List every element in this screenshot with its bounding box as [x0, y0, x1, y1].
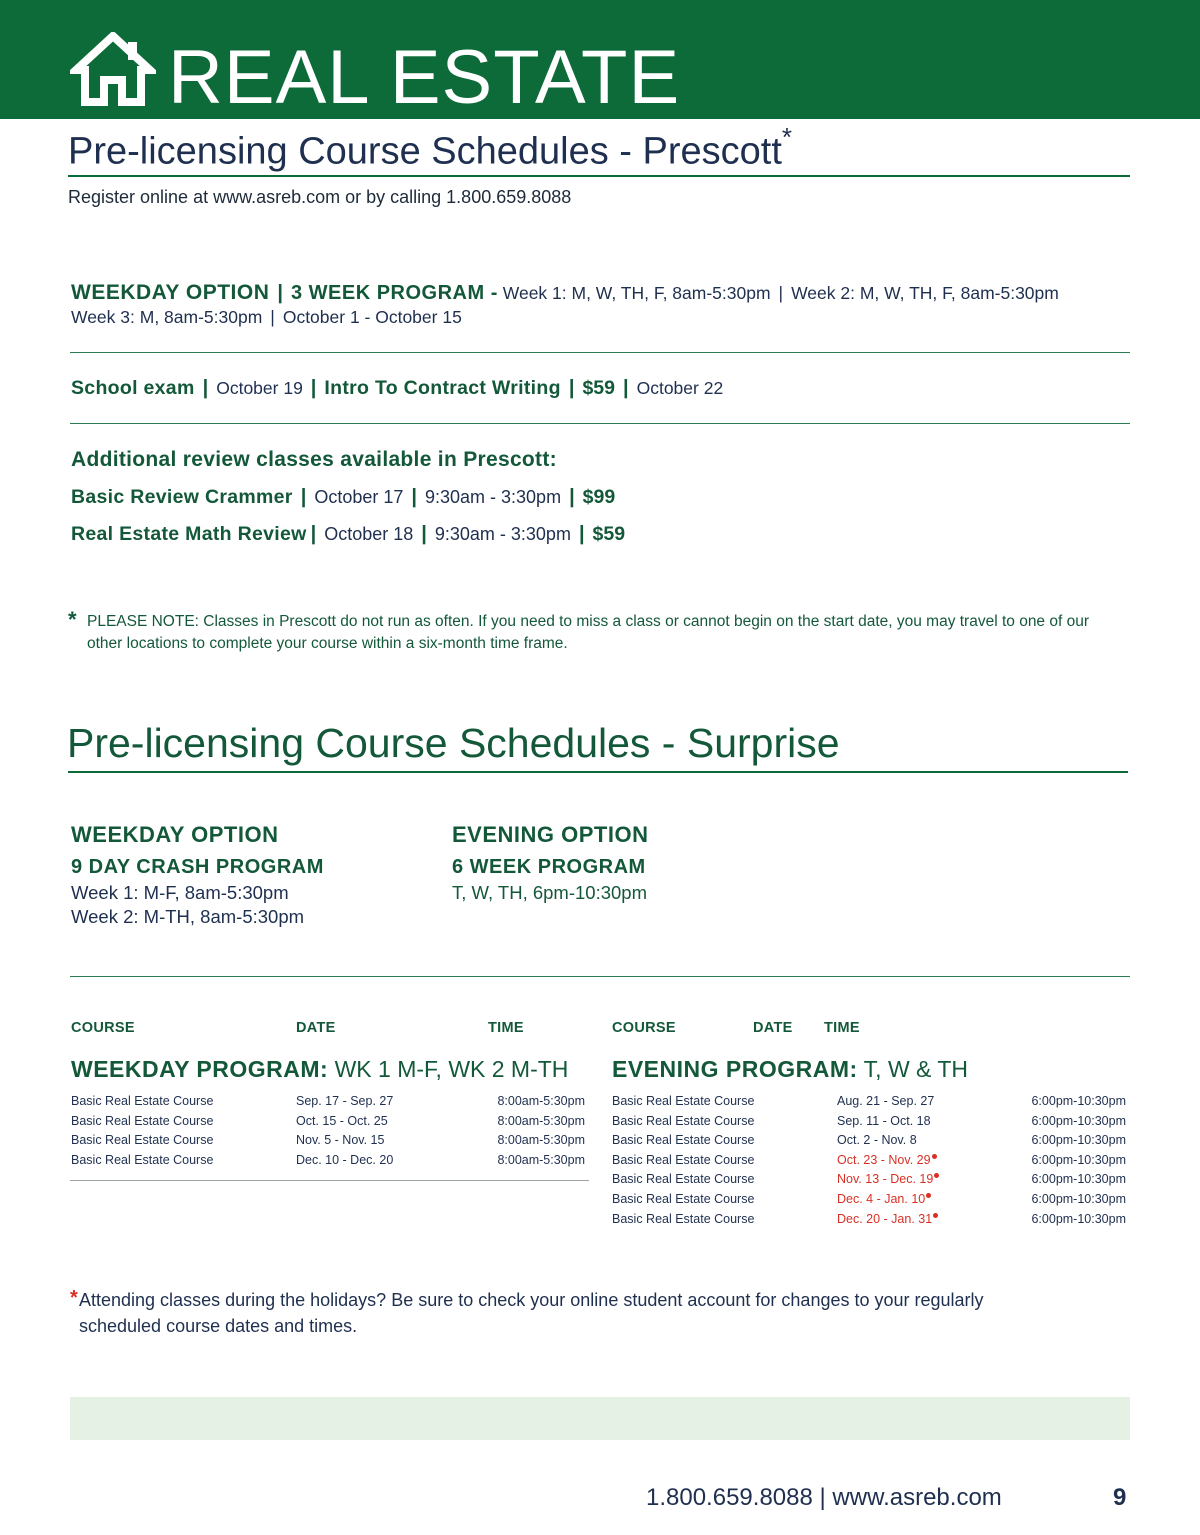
weekday-program-title: [71, 1056, 568, 1083]
house-icon: [70, 32, 156, 106]
crammer-label: Basic Review Crammer: [71, 486, 293, 508]
table-row: [612, 1192, 1128, 1212]
cell-date: Sep. 17 - Sep. 27: [296, 1094, 394, 1108]
cell-course: Basic Real Estate Course: [612, 1152, 755, 1167]
additional-review-heading: Additional review classes available in Prescott:: [71, 448, 557, 471]
math-date: October 18: [324, 524, 414, 544]
holiday-dot-icon: [932, 1154, 937, 1159]
divider: [70, 352, 1130, 353]
evening-col-date: DATE: [753, 1020, 793, 1036]
register-text: Register online at www.asreb.com or by calling 1.800.659.8088: [68, 187, 572, 207]
asterisk-icon: *: [70, 1287, 78, 1309]
prescott-dates: October 1 - October 15: [282, 307, 462, 327]
decorative-band: [70, 1397, 1130, 1440]
prescott-heading-mark: *: [781, 122, 792, 152]
evening-schedule: T, W, TH, 6pm-10:30pm: [452, 882, 647, 903]
cell-course: Basic Real Estate Course: [612, 1211, 755, 1226]
week1-text: Week 1: M, W, TH, F, 8am-5:30pm: [502, 283, 771, 303]
holiday-dot-icon: [934, 1173, 939, 1178]
math-price: $59: [592, 523, 626, 545]
table-row: [612, 1172, 1128, 1192]
divider: [68, 771, 1128, 773]
cell-date: Dec. 10 - Dec. 20: [296, 1152, 394, 1167]
holiday-note-text: Attending classes during the holidays? Be sure to check your online student account for changes to your regularly scheduled course dates and times.: [79, 1290, 984, 1336]
surprise-heading: Pre-licensing Course Schedules - Surprise: [67, 720, 840, 766]
footer-contact: 1.800.659.8088 | www.asreb.com: [646, 1484, 1002, 1511]
cell-course: Basic Real Estate Course: [612, 1113, 755, 1128]
table-row: [612, 1153, 1128, 1173]
cell-time: 8:00am-5:30pm: [497, 1133, 585, 1148]
header-banner: [0, 0, 1200, 119]
contract-label: Intro To Contract Writing: [324, 377, 561, 399]
cell-date: Dec. 20 - Jan. 31: [837, 1212, 938, 1226]
week3-text: Week 3: M, 8am-5:30pm: [71, 307, 263, 327]
cell-date: Sep. 11 - Oct. 18: [837, 1113, 931, 1128]
weekday-program-days: WK 1 M-F, WK 2 M-TH: [334, 1056, 569, 1082]
weekday-option-label: WEEKDAY OPTION: [71, 281, 270, 304]
six-week-program-label: 6 WEEK PROGRAM: [452, 856, 646, 878]
cell-time: 8:00am-5:30pm: [497, 1152, 585, 1167]
cell-time: 8:00am-5:30pm: [497, 1094, 585, 1108]
surprise-evening-option: [452, 822, 648, 905]
divider: [70, 976, 1130, 977]
cell-time: 6:00pm-10:30pm: [1031, 1113, 1126, 1128]
table-row: [71, 1094, 589, 1114]
contract-date: October 22: [636, 378, 724, 398]
table-row: [612, 1212, 1128, 1232]
program-label: 3 WEEK PROGRAM -: [290, 282, 498, 304]
school-exam-date: October 19: [216, 378, 303, 398]
divider: [70, 423, 1130, 424]
cell-time: 6:00pm-10:30pm: [1031, 1191, 1126, 1206]
table-row: [612, 1114, 1128, 1134]
crash-program-label: 9 DAY CRASH PROGRAM: [71, 856, 324, 878]
cell-date: Oct. 15 - Oct. 25: [296, 1113, 388, 1128]
table-row: [612, 1094, 1128, 1114]
week2-text: Week 2: M, W, TH, F, 8am-5:30pm: [791, 283, 1059, 303]
crammer-date: October 17: [314, 487, 404, 507]
weekday-col-date: DATE: [296, 1020, 336, 1036]
cell-course: Basic Real Estate Course: [71, 1152, 214, 1167]
prescott-heading: Pre-licensing Course Schedules - Prescott*: [68, 122, 792, 173]
evening-program-days: T, W & TH: [863, 1056, 969, 1082]
divider: [68, 175, 1130, 177]
crammer-line: Basic Review Crammer | October 17 | 9:30am - 3:30pm | $99: [71, 486, 616, 508]
weekday-col-time: TIME: [488, 1020, 524, 1036]
evening-option-heading: EVENING OPTION: [452, 822, 649, 847]
weekday-table: [71, 1094, 589, 1172]
holiday-dot-icon: [926, 1193, 931, 1198]
table-row: [71, 1133, 589, 1153]
cell-course: Basic Real Estate Course: [71, 1094, 214, 1108]
divider: [70, 1180, 589, 1181]
cell-time: 8:00am-5:30pm: [497, 1113, 585, 1128]
prescott-note-text: PLEASE NOTE: Classes in Prescott do not run as often. If you need to miss a class or cannot begin on the start date, you may travel to one of our other locations to complete your course within a six-month time frame.: [87, 613, 1089, 652]
math-review-line: Real Estate Math Review | October 18 | 9:30am - 3:30pm | $59: [71, 523, 626, 545]
evening-table: [612, 1094, 1128, 1231]
contract-price: $59: [582, 377, 615, 399]
evening-col-course: COURSE: [612, 1020, 676, 1036]
table-row: [71, 1114, 589, 1134]
cell-date: Nov. 5 - Nov. 15: [296, 1133, 385, 1148]
weekday-week1: Week 1: M-F, 8am-5:30pm: [71, 882, 289, 903]
cell-date: Oct. 23 - Nov. 29: [837, 1153, 937, 1167]
prescott-week3-line: Week 3: M, 8am-5:30pm | October 1 - October 15: [71, 307, 462, 327]
weekday-col-course: COURSE: [71, 1020, 135, 1036]
cell-course: Basic Real Estate Course: [612, 1172, 755, 1187]
cell-date: Oct. 2 - Nov. 8: [837, 1133, 917, 1148]
cell-course: Basic Real Estate Course: [612, 1133, 755, 1148]
math-time: 9:30am - 3:30pm: [434, 524, 571, 544]
crammer-price: $99: [582, 486, 616, 508]
cell-time: 6:00pm-10:30pm: [1031, 1133, 1126, 1148]
cell-date: Nov. 13 - Dec. 19: [837, 1172, 939, 1186]
page-number: 9: [1113, 1484, 1127, 1511]
prescott-weekday-line: WEEKDAY OPTION | 3 WEEK PROGRAM - Week 1: M, W, TH, F, 8am-5:30pm | Week 2: M, W, TH, F, 8am-5:30pm: [71, 281, 1059, 304]
surprise-weekday-option: [71, 822, 324, 929]
cell-course: Basic Real Estate Course: [71, 1133, 214, 1148]
weekday-option-heading: WEEKDAY OPTION: [71, 822, 279, 847]
cell-course: Basic Real Estate Course: [612, 1094, 755, 1108]
cell-time: 6:00pm-10:30pm: [1031, 1152, 1126, 1167]
cell-time: 6:00pm-10:30pm: [1031, 1172, 1126, 1187]
table-row: [71, 1153, 589, 1173]
school-exam-label: School exam: [71, 377, 195, 399]
cell-course: Basic Real Estate Course: [612, 1191, 755, 1206]
evening-col-time: TIME: [824, 1020, 860, 1036]
school-exam-line: School exam | October 19 | Intro To Contract Writing | $59 | October 22: [71, 377, 724, 399]
prescott-note: [68, 607, 1128, 655]
weekday-program-label: WEEKDAY PROGRAM:: [71, 1056, 329, 1082]
crammer-time: 9:30am - 3:30pm: [424, 487, 562, 507]
evening-program-label: EVENING PROGRAM:: [612, 1056, 858, 1082]
math-label: Real Estate Math Review: [71, 523, 307, 545]
holiday-dot-icon: [933, 1213, 938, 1218]
cell-date: Aug. 21 - Sep. 27: [837, 1094, 935, 1108]
holiday-note: [70, 1287, 1030, 1339]
cell-time: 6:00pm-10:30pm: [1031, 1094, 1126, 1108]
cell-time: 6:00pm-10:30pm: [1031, 1211, 1126, 1226]
cell-date: Dec. 4 - Jan. 10: [837, 1192, 931, 1206]
table-row: [612, 1133, 1128, 1153]
evening-program-title: [612, 1056, 968, 1083]
asterisk-icon: *: [68, 607, 77, 632]
weekday-week2: Week 2: M-TH, 8am-5:30pm: [71, 906, 305, 927]
banner-title: REAL ESTATE: [168, 35, 681, 120]
cell-course: Basic Real Estate Course: [71, 1113, 214, 1128]
